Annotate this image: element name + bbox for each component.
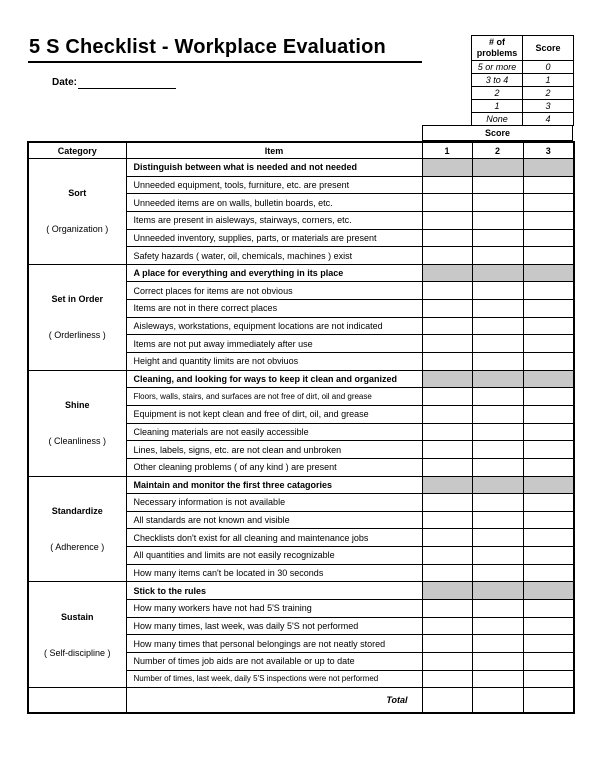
checklist-item: Floors, walls, stairs, and surfaces are not free of dirt, oil and grease	[126, 388, 422, 406]
checklist-item: Correct places for items are not obvious	[126, 282, 422, 300]
score-cell-1[interactable]	[422, 600, 472, 618]
section-heading-row	[28, 159, 574, 177]
score-cell-3[interactable]	[523, 317, 574, 335]
checklist-item: Unneeded items are on walls, bulletin boards, etc.	[126, 194, 422, 212]
title-underline	[28, 61, 422, 63]
score-cell-3[interactable]	[523, 247, 574, 265]
checklist-item: Cleaning materials are not easily accessible	[126, 423, 422, 441]
key-problems-cell: 3 to 4	[472, 74, 523, 87]
column-header-item: Item	[126, 142, 422, 159]
checklist-item: Number of times, last week, daily 5'S inspections were not performed	[126, 670, 422, 688]
key-score-header: Score	[523, 36, 574, 61]
key-problems-cell: 1	[472, 100, 523, 113]
score-cell-1[interactable]	[422, 441, 472, 459]
checklist-item: How many times that personal belongings are not neatly stored	[126, 635, 422, 653]
score-cell-3[interactable]	[523, 652, 574, 670]
score-cell-1[interactable]	[422, 353, 472, 371]
checklist-item: Aisleways, workstations, equipment locations are not indicated	[126, 317, 422, 335]
score-cell-3[interactable]	[523, 529, 574, 547]
shaded-score-cell	[422, 370, 472, 388]
category-cell	[28, 264, 126, 370]
shaded-score-cell	[472, 370, 523, 388]
score-cell-1[interactable]	[422, 211, 472, 229]
checklist-item: Necessary information is not available	[126, 494, 422, 512]
score-cell-2[interactable]	[472, 317, 523, 335]
section-heading: Maintain and monitor the first three catagories	[126, 476, 422, 494]
score-cell-3[interactable]	[523, 405, 574, 423]
score-cell-1[interactable]	[422, 458, 472, 476]
scoring-key-table	[471, 35, 574, 126]
score-cell-2[interactable]	[472, 247, 523, 265]
key-problems-cell: 2	[472, 87, 523, 100]
score-cell-3[interactable]	[523, 511, 574, 529]
score-cell-2[interactable]	[472, 635, 523, 653]
column-header-category: Category	[28, 142, 126, 159]
score-cell-1[interactable]	[422, 670, 472, 688]
score-cell-1[interactable]	[422, 229, 472, 247]
score-cell-2[interactable]	[472, 441, 523, 459]
score-cell-3[interactable]	[523, 458, 574, 476]
score-cell-1[interactable]	[422, 564, 472, 582]
total-row	[28, 688, 574, 714]
score-cell-3[interactable]	[523, 494, 574, 512]
checklist-item: Equipment is not kept clean and free of dirt, oil, and grease	[126, 405, 422, 423]
category-name: Sort	[68, 188, 87, 199]
score-cell-1[interactable]	[422, 635, 472, 653]
score-cell-1[interactable]	[422, 300, 472, 318]
category-name: Shine	[64, 400, 90, 411]
checklist-item: How many items can't be located in 30 seconds	[126, 564, 422, 582]
total-cell-1[interactable]	[422, 688, 472, 714]
key-score-cell: 3	[523, 100, 574, 113]
score-cell-2[interactable]	[472, 529, 523, 547]
score-cell-2[interactable]	[472, 282, 523, 300]
score-cell-3[interactable]	[523, 547, 574, 565]
key-score-cell: 0	[523, 61, 574, 74]
score-cell-3[interactable]	[523, 564, 574, 582]
shaded-score-cell	[472, 582, 523, 600]
section-heading: Cleaning, and looking for ways to keep it clean and organized	[126, 370, 422, 388]
score-cell-3[interactable]	[523, 441, 574, 459]
key-score-cell: 4	[523, 113, 574, 126]
score-cell-2[interactable]	[472, 194, 523, 212]
category-cell	[28, 476, 126, 582]
score-cell-2[interactable]	[472, 458, 523, 476]
score-cell-3[interactable]	[523, 617, 574, 635]
page-title: 5 S Checklist - Workplace Evaluation	[29, 36, 386, 58]
score-cell-3[interactable]	[523, 300, 574, 318]
shaded-score-cell	[523, 476, 574, 494]
score-cell-1[interactable]	[422, 547, 472, 565]
category-subtitle: ( Organization )	[46, 224, 109, 235]
score-cell-2[interactable]	[472, 423, 523, 441]
score-cell-2[interactable]	[472, 211, 523, 229]
total-cell-2[interactable]	[472, 688, 523, 714]
shaded-score-cell	[472, 264, 523, 282]
key-score-cell: 2	[523, 87, 574, 100]
shaded-score-cell	[422, 476, 472, 494]
column-header-score-3: 3	[523, 142, 574, 159]
checklist-item: Items are not put away immediately after use	[126, 335, 422, 353]
category-subtitle: ( Adherence )	[50, 541, 105, 552]
score-cell-2[interactable]	[472, 353, 523, 371]
shaded-score-cell	[422, 159, 472, 177]
checklist-item: Lines, labels, signs, etc. are not clean and unbroken	[126, 441, 422, 459]
key-score-cell: 1	[523, 74, 574, 87]
score-cell-3[interactable]	[523, 194, 574, 212]
score-band-header: Score	[422, 125, 573, 141]
section-heading: Stick to the rules	[126, 582, 422, 600]
score-cell-2[interactable]	[472, 300, 523, 318]
score-cell-1[interactable]	[422, 282, 472, 300]
section-heading-row	[28, 582, 574, 600]
category-subtitle: ( Self-discipline )	[43, 647, 111, 658]
score-cell-3[interactable]	[523, 176, 574, 194]
score-cell-3[interactable]	[523, 282, 574, 300]
category-name: Set in Order	[51, 294, 103, 305]
shaded-score-cell	[523, 264, 574, 282]
category-subtitle: ( Cleanliness )	[48, 436, 107, 447]
score-cell-1[interactable]	[422, 423, 472, 441]
category-name: Standardize	[51, 505, 103, 516]
column-header-score-1: 1	[422, 142, 472, 159]
checklist-item: Number of times job aids are not available or up to date	[126, 652, 422, 670]
score-cell-2[interactable]	[472, 652, 523, 670]
category-subtitle: ( Orderliness )	[48, 330, 106, 341]
score-cell-1[interactable]	[422, 652, 472, 670]
date-field[interactable]	[78, 88, 176, 89]
checklist-item: Checklists don't exist for all cleaning and maintenance jobs	[126, 529, 422, 547]
score-cell-2[interactable]	[472, 388, 523, 406]
score-cell-1[interactable]	[422, 494, 472, 512]
score-cell-3[interactable]	[523, 670, 574, 688]
shaded-score-cell	[422, 264, 472, 282]
total-empty-cell	[28, 688, 126, 714]
score-cell-3[interactable]	[523, 211, 574, 229]
checklist-item: Items are not in there correct places	[126, 300, 422, 318]
section-heading-row	[28, 264, 574, 282]
checklist-item: Safety hazards ( water, oil, chemicals, machines ) exist	[126, 247, 422, 265]
score-cell-2[interactable]	[472, 564, 523, 582]
score-cell-1[interactable]	[422, 176, 472, 194]
score-cell-1[interactable]	[422, 511, 472, 529]
score-cell-1[interactable]	[422, 388, 472, 406]
checklist-item: Unneeded inventory, supplies, parts, or materials are present	[126, 229, 422, 247]
score-cell-1[interactable]	[422, 617, 472, 635]
shaded-score-cell	[523, 159, 574, 177]
category-cell	[28, 582, 126, 688]
checklist-table	[27, 141, 575, 714]
score-cell-2[interactable]	[472, 547, 523, 565]
score-cell-1[interactable]	[422, 247, 472, 265]
score-cell-3[interactable]	[523, 353, 574, 371]
score-cell-3[interactable]	[523, 229, 574, 247]
score-cell-2[interactable]	[472, 600, 523, 618]
score-cell-2[interactable]	[472, 670, 523, 688]
score-cell-2[interactable]	[472, 494, 523, 512]
section-heading: A place for everything and everything in its place	[126, 264, 422, 282]
score-cell-3[interactable]	[523, 335, 574, 353]
key-problems-cell: 5 or more	[472, 61, 523, 74]
score-cell-3[interactable]	[523, 423, 574, 441]
checklist-item: Unneeded equipment, tools, furniture, etc. are present	[126, 176, 422, 194]
score-cell-1[interactable]	[422, 335, 472, 353]
section-heading-row	[28, 370, 574, 388]
score-cell-2[interactable]	[472, 405, 523, 423]
score-cell-3[interactable]	[523, 600, 574, 618]
checklist-item: Height and quantity limits are not obviuos	[126, 353, 422, 371]
category-cell	[28, 159, 126, 265]
score-cell-2[interactable]	[472, 335, 523, 353]
checklist-item: All standards are not known and visible	[126, 511, 422, 529]
score-cell-2[interactable]	[472, 229, 523, 247]
score-cell-1[interactable]	[422, 317, 472, 335]
score-cell-1[interactable]	[422, 194, 472, 212]
date-label: Date:	[52, 77, 78, 88]
shaded-score-cell	[422, 582, 472, 600]
total-label: Total	[126, 688, 422, 714]
score-cell-3[interactable]	[523, 388, 574, 406]
shaded-score-cell	[523, 370, 574, 388]
score-cell-2[interactable]	[472, 617, 523, 635]
checklist-item: Other cleaning problems ( of any kind ) are present	[126, 458, 422, 476]
column-header-score-2: 2	[472, 142, 523, 159]
score-cell-2[interactable]	[472, 511, 523, 529]
score-cell-2[interactable]	[472, 176, 523, 194]
checklist-item: How many times, last week, was daily 5'S not performed	[126, 617, 422, 635]
category-cell	[28, 370, 126, 476]
total-cell-3[interactable]	[523, 688, 574, 714]
shaded-score-cell	[472, 476, 523, 494]
section-heading: Distinguish between what is needed and not needed	[126, 159, 422, 177]
score-cell-3[interactable]	[523, 635, 574, 653]
key-problems-header: # of problems	[472, 36, 523, 61]
score-cell-1[interactable]	[422, 405, 472, 423]
checklist-item: All quantities and limits are not easily recognizable	[126, 547, 422, 565]
section-heading-row	[28, 476, 574, 494]
checklist-item: How many workers have not had 5'S training	[126, 600, 422, 618]
key-problems-cell: None	[472, 113, 523, 126]
score-cell-1[interactable]	[422, 529, 472, 547]
shaded-score-cell	[472, 159, 523, 177]
checklist-item: Items are present in aisleways, stairways, corners, etc.	[126, 211, 422, 229]
category-name: Sustain	[60, 611, 94, 622]
shaded-score-cell	[523, 582, 574, 600]
